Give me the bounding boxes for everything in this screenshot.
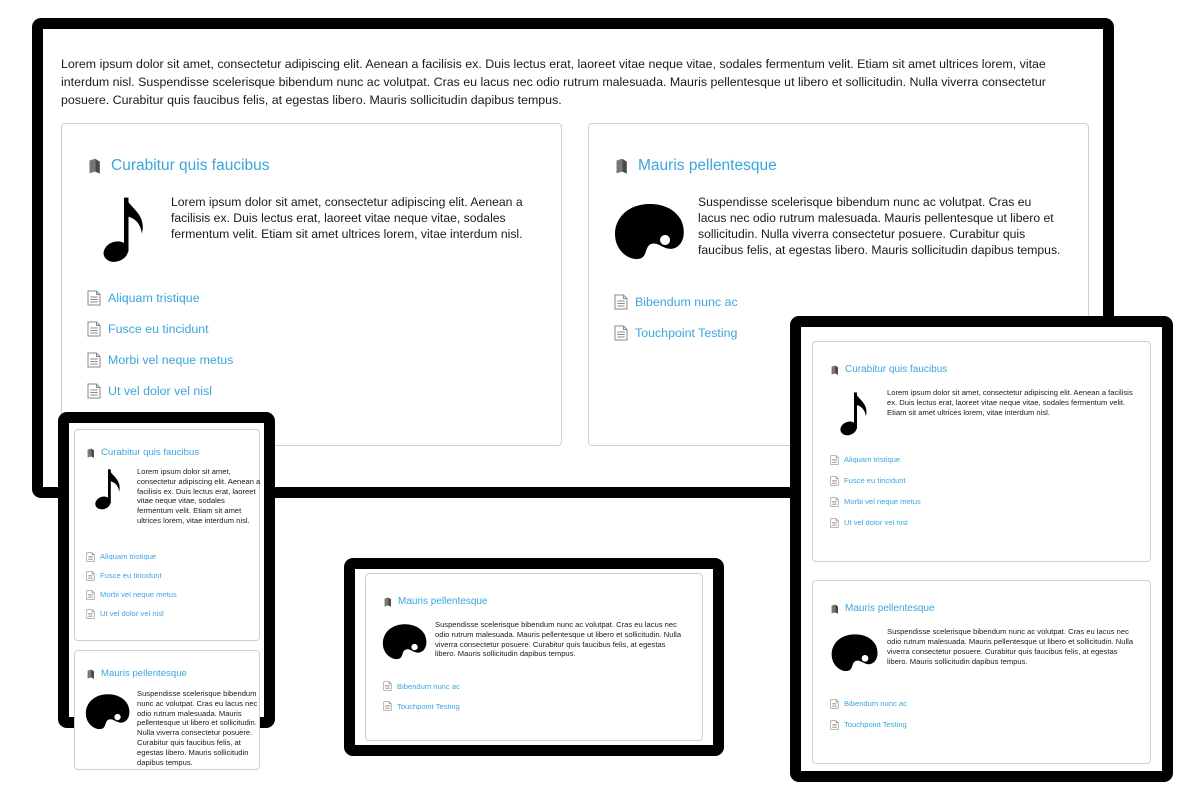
document-icon: [383, 701, 392, 711]
link-list: [830, 449, 921, 533]
link-touchpoint-testing[interactable]: Touchpoint Testing: [397, 701, 460, 711]
list-item[interactable]: [614, 286, 738, 317]
list-item[interactable]: [830, 470, 921, 491]
book-icon: [383, 597, 393, 607]
list-item[interactable]: [86, 585, 177, 604]
link-fusce-eu-tincidunt[interactable]: Fusce eu tincidunt: [108, 321, 209, 336]
paint-palette-icon: [614, 202, 686, 262]
card-heading: [87, 157, 270, 175]
link-fusce-eu-tincidunt[interactable]: Fusce eu tincidunt: [100, 571, 162, 580]
document-icon: [87, 352, 101, 368]
document-icon: [86, 571, 95, 581]
tablet-viewport-frame: [790, 316, 1173, 782]
card-mauris: [74, 650, 260, 770]
list-item[interactable]: [86, 547, 177, 566]
card-description: Suspendisse scelerisque bibendum nunc ac volutpat. Cras eu lacus nec odio rutrum malesuada. Mauris pellentesque ut libero et sollicitudin. Nulla viverra consectetur posuere. Curabitur quis faucibus felis, at egestas libero. Mauris sollicitudin dapibus tempus.: [435, 620, 682, 659]
list-item[interactable]: [614, 317, 738, 348]
card-title[interactable]: Curabitur quis faucibus: [111, 157, 270, 174]
link-ut-vel-dolor-vel-nisl[interactable]: Ut vel dolor vel nisl: [108, 383, 212, 398]
card-description: Lorem ipsum dolor sit amet, consectetur adipiscing elit. Aenean a facilisis ex. Duis lectus erat, laoreet vitae neque vitae, sodales fermentum velit. Etiam sit amet ultrices lorem, vitae interdum nisl.: [171, 195, 523, 241]
card-curabitur: [61, 123, 562, 446]
card-title[interactable]: Mauris pellentesque: [398, 596, 488, 607]
music-note-icon: [94, 467, 122, 512]
link-ut-vel-dolor-vel-nisl[interactable]: Ut vel dolor vel nisl: [100, 609, 164, 618]
link-aliquam-tristique[interactable]: Aliquam tristique: [844, 455, 901, 464]
document-icon: [830, 518, 839, 528]
book-icon: [614, 158, 630, 174]
link-morbi-vel-neque-metus[interactable]: Morbi vel neque metus: [844, 497, 921, 506]
card-description: Lorem ipsum dolor sit amet, consectetur adipiscing elit. Aenean a facilisis ex. Duis lectus erat, laoreet vitae neque vitae, sodales fermentum velit. Etiam sit amet ultrices lorem, vitae interdum nisl.: [137, 467, 261, 525]
phone-viewport-frame: [58, 412, 275, 767]
document-icon: [383, 681, 392, 691]
link-touchpoint-testing[interactable]: Touchpoint Testing: [844, 720, 907, 729]
list-item[interactable]: [86, 566, 177, 585]
link-bibendum-nunc-ac[interactable]: Bibendum nunc ac: [844, 699, 907, 708]
card-title[interactable]: Mauris pellentesque: [845, 603, 935, 614]
card-title[interactable]: Mauris pellentesque: [101, 668, 187, 679]
list-item[interactable]: [86, 604, 177, 623]
card-heading: [830, 603, 935, 614]
list-item[interactable]: [830, 714, 907, 735]
card-description: Suspendisse scelerisque bibendum nunc ac volutpat. Cras eu lacus nec odio rutrum malesuada. Mauris pellentesque ut libero et sollicitudin. Nulla viverra consectetur posuere. Curabitur quis faucibus felis, at egestas libero. Mauris sollicitudin dapibus tempus.: [698, 195, 1061, 257]
card-mauris: [812, 580, 1151, 764]
document-icon: [614, 294, 628, 310]
list-item[interactable]: [830, 693, 907, 714]
music-note-icon: [839, 390, 869, 438]
book-icon: [86, 669, 96, 679]
intro-paragraph: Lorem ipsum dolor sit amet, consectetur adipiscing elit. Aenean a facilisis ex. Duis lectus erat, laoreet vitae neque vitae, sodales fermentum velit. Etiam sit amet ultrices lorem, vitae interdum nisl. Suspendisse scelerisque bibendum nunc ac volutpat. Cras eu lacus nec odio rutrum malesuada. Mauris pellentesque ut libero et sollicitudin. Nulla viverra consectetur posuere. Curabitur quis faucibus felis, at egestas libero. Mauris sollicitudin dapibus tempus.: [61, 57, 1046, 107]
card-description: Suspendisse scelerisque bibendum nunc ac volutpat. Cras eu lacus nec odio rutrum malesuada. Mauris pellentesque ut libero et sollicitudin. Nulla viverra consectetur posuere. Curabitur quis faucibus felis, at egestas libero. Mauris sollicitudin dapibus tempus.: [887, 627, 1134, 666]
link-list: [86, 547, 177, 623]
paint-palette-icon: [831, 633, 879, 673]
card-heading: [614, 157, 777, 175]
document-icon: [830, 720, 839, 730]
link-morbi-vel-neque-metus[interactable]: Morbi vel neque metus: [108, 352, 234, 367]
card-title[interactable]: Curabitur quis faucibus: [845, 364, 948, 375]
card-description: Lorem ipsum dolor sit amet, consectetur adipiscing elit. Aenean a facilisis ex. Duis lectus erat, laoreet vitae neque vitae, sodales fermentum velit. Etiam sit amet ultrices lorem, vitae interdum nisl.: [887, 388, 1133, 417]
document-icon: [830, 497, 839, 507]
list-item[interactable]: [87, 282, 233, 313]
link-list: [383, 676, 460, 716]
book-icon: [830, 604, 840, 614]
document-icon: [86, 609, 95, 619]
list-item[interactable]: [830, 512, 921, 533]
list-item[interactable]: [87, 313, 233, 344]
link-list: [614, 286, 738, 348]
card-title[interactable]: Mauris pellentesque: [638, 157, 777, 174]
document-icon: [830, 455, 839, 465]
link-aliquam-tristique[interactable]: Aliquam tristique: [108, 290, 200, 305]
paint-palette-icon: [382, 623, 428, 661]
document-icon: [86, 552, 95, 562]
document-icon: [87, 383, 101, 399]
link-bibendum-nunc-ac[interactable]: Bibendum nunc ac: [635, 294, 738, 309]
link-aliquam-tristique[interactable]: Aliquam tristique: [100, 552, 157, 561]
link-ut-vel-dolor-vel-nisl[interactable]: Ut vel dolor vel nisl: [844, 518, 908, 527]
list-item[interactable]: [383, 676, 460, 696]
link-morbi-vel-neque-metus[interactable]: Morbi vel neque metus: [100, 590, 177, 599]
document-icon: [830, 699, 839, 709]
document-icon: [830, 476, 839, 486]
card-heading: [383, 596, 488, 607]
list-item[interactable]: [383, 696, 460, 716]
book-icon: [830, 365, 840, 375]
link-touchpoint-testing[interactable]: Touchpoint Testing: [635, 325, 738, 340]
link-bibendum-nunc-ac[interactable]: Bibendum nunc ac: [397, 681, 460, 691]
book-icon: [87, 158, 103, 174]
card-curabitur: [812, 341, 1151, 562]
link-fusce-eu-tincidunt[interactable]: Fusce eu tincidunt: [844, 476, 906, 485]
paint-palette-icon: [85, 693, 131, 731]
landscape-viewport-frame: [344, 558, 724, 756]
music-note-icon: [100, 194, 148, 266]
card-curabitur: [74, 429, 260, 641]
list-item[interactable]: [830, 449, 921, 470]
book-icon: [86, 448, 96, 458]
document-icon: [86, 590, 95, 600]
list-item[interactable]: [87, 375, 233, 406]
card-heading: [86, 447, 199, 458]
document-icon: [87, 321, 101, 337]
card-title[interactable]: Curabitur quis faucibus: [101, 447, 200, 458]
document-icon: [87, 290, 101, 306]
card-mauris: [365, 573, 703, 741]
card-description: Suspendisse scelerisque bibendum nunc ac volutpat. Cras eu lacus nec odio rutrum malesuada. Mauris pellentesque ut libero et sollicitudin. Nulla viverra consectetur posuere. Curabitur quis faucibus felis, at egestas libero. Mauris sollicitudin dapibus tempus.: [137, 689, 258, 767]
card-heading: [86, 668, 187, 679]
link-list: [87, 282, 233, 406]
list-item[interactable]: [830, 491, 921, 512]
list-item[interactable]: [87, 344, 233, 375]
link-list: [830, 693, 907, 735]
card-heading: [830, 364, 947, 375]
document-icon: [614, 325, 628, 341]
